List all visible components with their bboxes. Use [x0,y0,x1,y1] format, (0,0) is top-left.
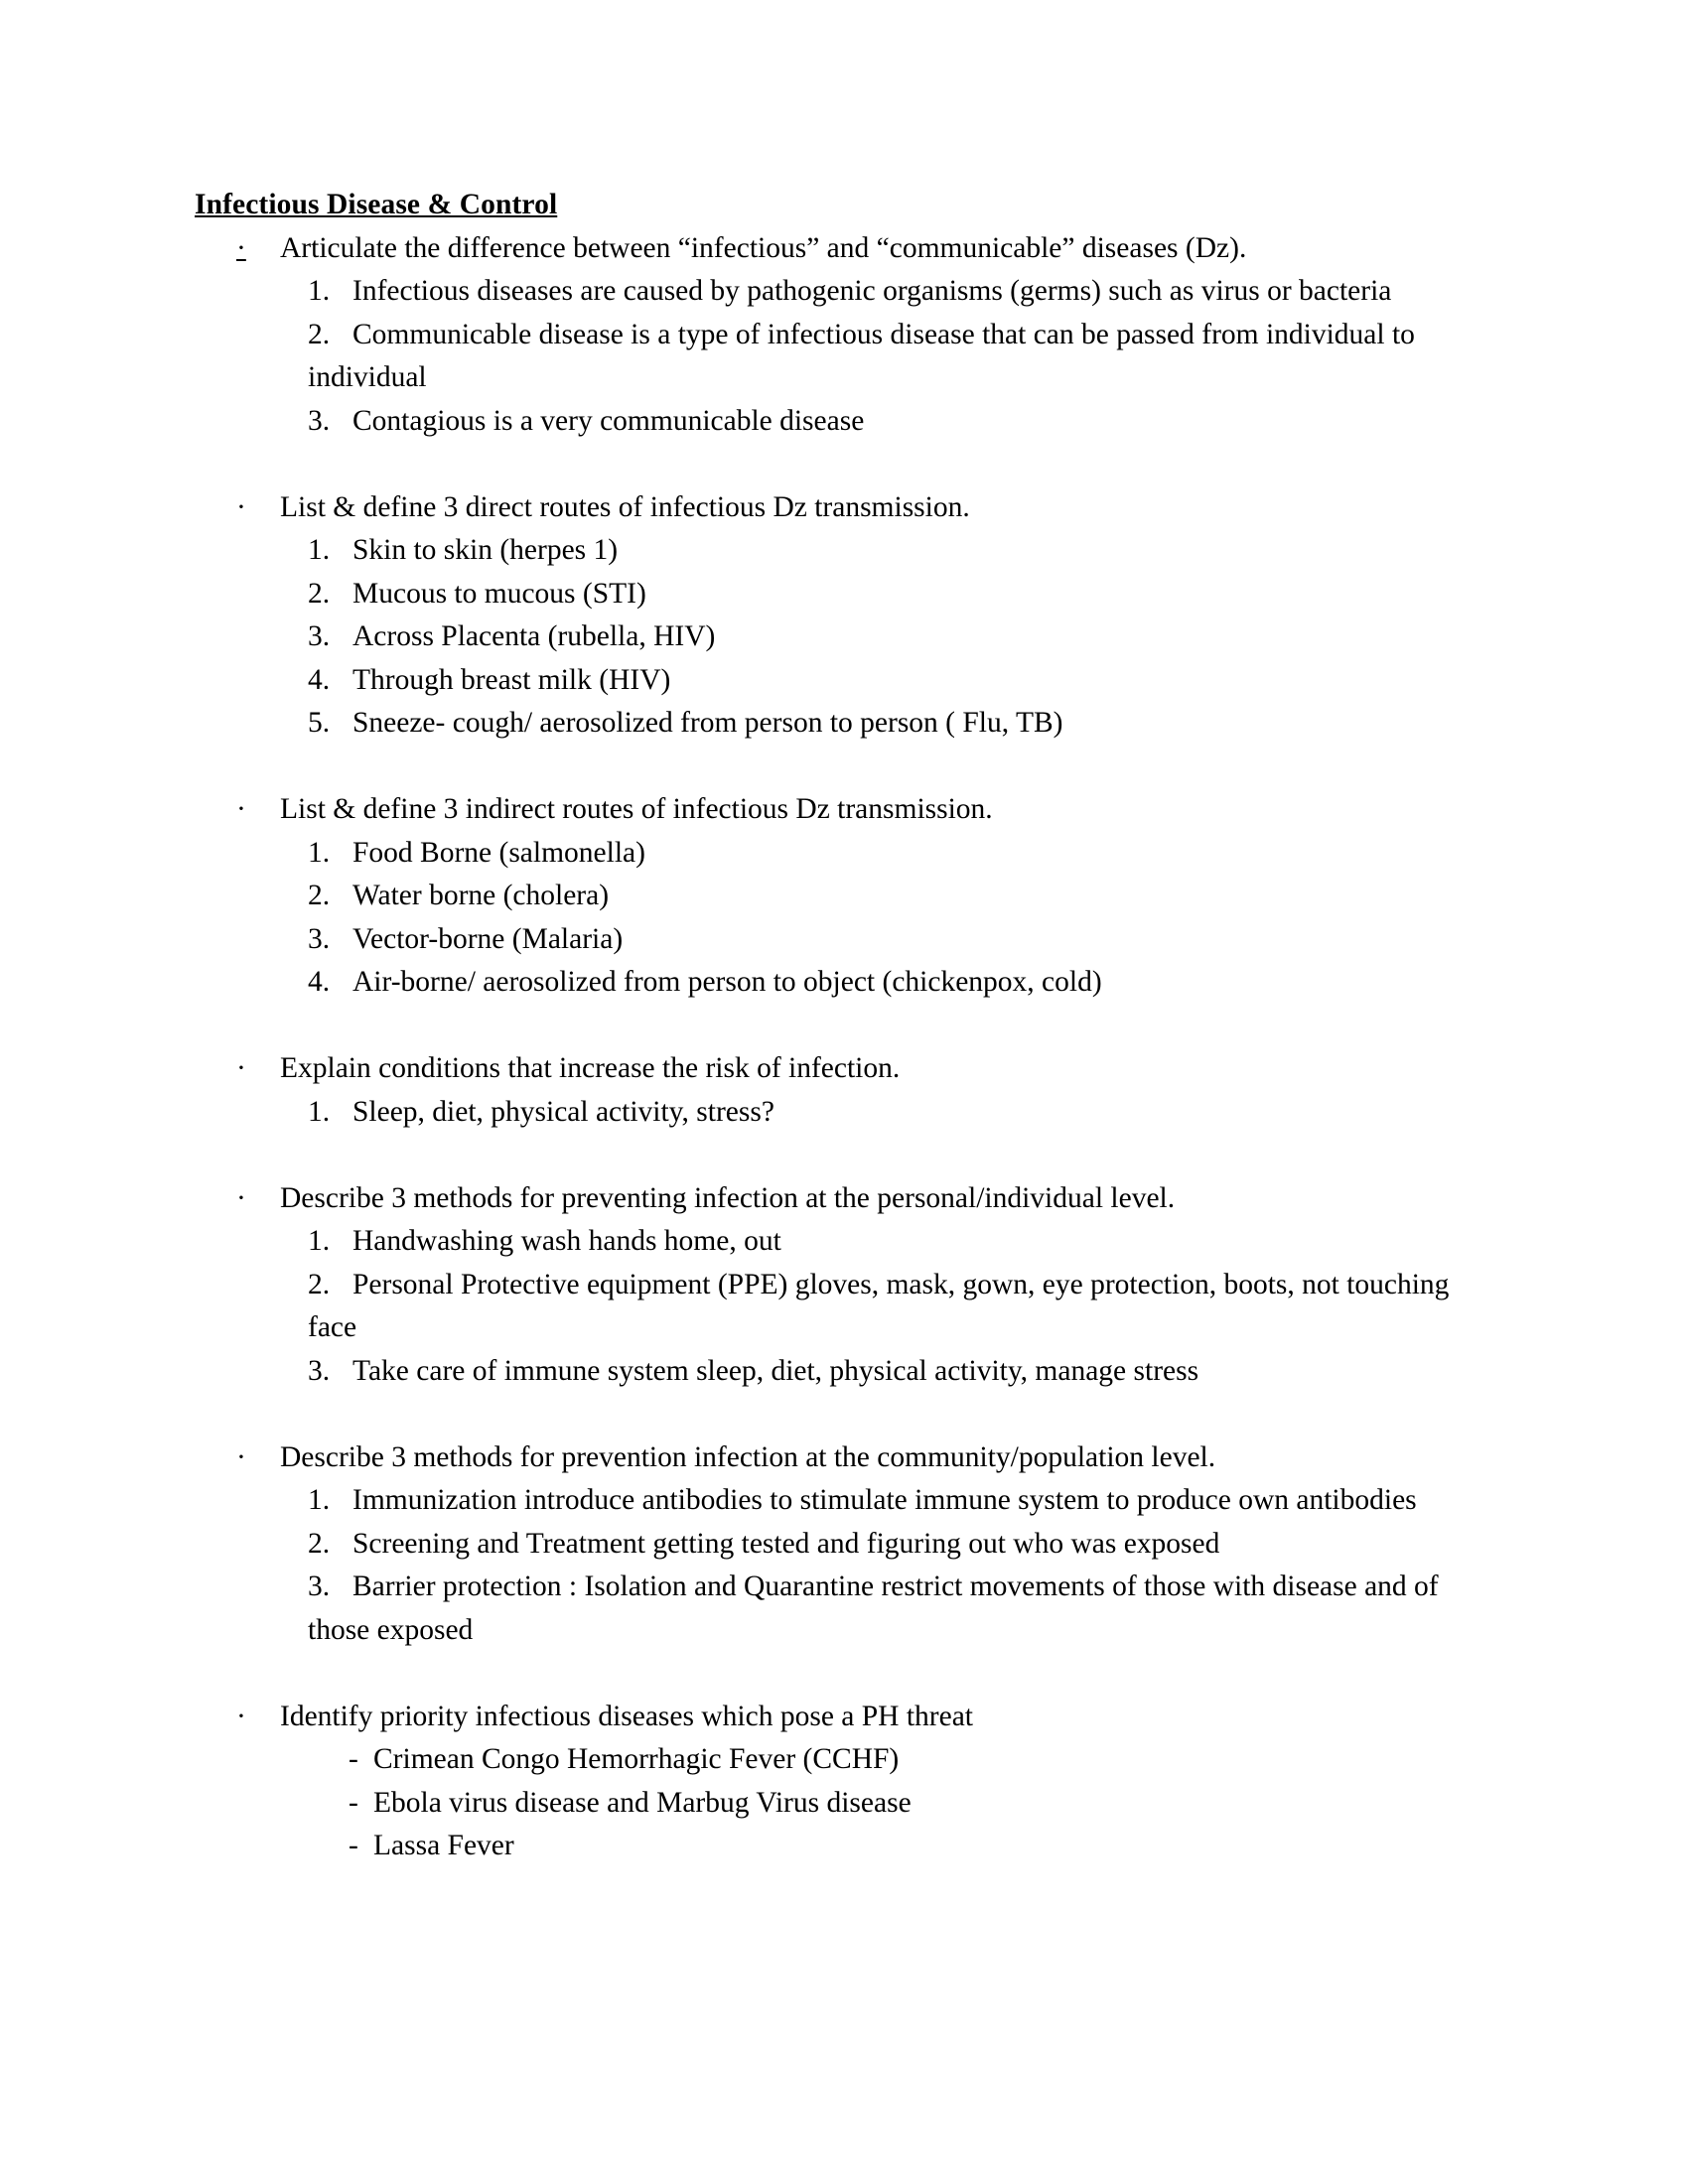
bullet-block [195,1177,1456,1394]
list-item-text: Immunization introduce antibodies to stimulate immune system to produce own antibodies [352,1484,1417,1516]
list-item [308,832,1456,876]
numbered-sublist [195,832,1456,1005]
bullet-heading-row [195,486,1456,530]
bullet-heading-text: Articulate the difference between “infectious” and “communicable” diseases (Dz). [280,231,1247,264]
bullet-block [195,227,1456,444]
bullet-heading-row [195,1696,1456,1739]
list-item [308,314,1456,400]
bullet-block [195,1436,1456,1653]
list-number-marker: 1. [308,1225,331,1257]
bullet-heading-row [195,1177,1456,1221]
list-item-text: Infectious diseases are caused by pathogenic organisms (germs) such as virus or bacteria [352,275,1392,307]
list-item [308,918,1456,962]
list-item [308,615,1456,659]
list-item-text: Sleep, diet, physical activity, stress? [352,1095,774,1128]
list-number-marker: 2. [308,577,331,610]
bullet-marker-icon: · [236,1440,246,1473]
bullet-block [195,1047,1456,1134]
list-number-marker: 3. [308,404,331,437]
list-item-text: Handwashing wash hands home, out [352,1225,781,1257]
list-item-text: Food Borne (salmonella) [352,836,645,869]
list-item-text: Personal Protective equipment (PPE) gloves, mask, gown, eye protection, boots, not touching face [308,1268,1450,1343]
list-item [308,961,1456,1005]
numbered-sublist [195,270,1456,443]
list-item [349,1782,1456,1826]
bullet-marker-icon: · [236,793,246,825]
list-item [308,573,1456,616]
list-number-marker: 1. [308,534,331,566]
list-item [349,1738,1456,1782]
list-number-marker: 3. [308,922,331,955]
bullet-heading-text: Identify priority infectious diseases which pose a PH threat [280,1700,973,1732]
list-number-marker: 2. [308,318,331,350]
bullet-marker-icon: · [236,1700,246,1732]
list-item-text: Barrier protection : Isolation and Quarantine restrict movements of those with disease and of those exposed [308,1570,1439,1646]
numbered-sublist [195,1220,1456,1393]
bullet-block [195,788,1456,1005]
bullet-heading-row [195,1047,1456,1091]
list-number-marker: 3. [308,620,331,652]
dash-sublist [195,1738,1456,1868]
list-item-text: Crimean Congo Hemorrhagic Fever (CCHF) [373,1743,900,1775]
list-number-marker: 4. [308,663,331,696]
dash-marker-icon: - [349,1786,358,1819]
bullet-heading-text: List & define 3 indirect routes of infectious Dz transmission. [280,793,993,825]
list-item [308,270,1456,314]
list-number-marker: 1. [308,1095,331,1128]
list-item [308,529,1456,573]
list-item-text: Communicable disease is a type of infectious disease that can be passed from individual to individual [308,318,1415,393]
list-number-marker: 5. [308,707,331,739]
bullet-heading-row [195,227,1456,271]
bullet-marker-icon: · [236,490,246,523]
list-number-marker: 1. [308,836,331,869]
list-number-marker: 3. [308,1354,331,1387]
list-item [308,1479,1456,1523]
list-item [308,659,1456,703]
bullet-marker-icon: · [236,1052,246,1084]
list-item [308,875,1456,918]
list-item-text: Screening and Treatment getting tested and figuring out who was exposed [352,1527,1220,1560]
list-item-text: Lassa Fever [373,1830,514,1861]
list-item-text: Sneeze- cough/ aerosolized from person to person ( Flu, TB) [352,707,1063,739]
list-item [308,1350,1456,1394]
list-item-text: Mucous to mucous (STI) [352,577,646,610]
list-number-marker: 2. [308,880,331,911]
dash-marker-icon: - [349,1830,358,1861]
page-title: Infectious Disease & Control [195,189,558,220]
list-item-text: Skin to skin (herpes 1) [352,534,619,566]
numbered-sublist [195,1091,1456,1135]
list-number-marker: 2. [308,1527,331,1560]
bullet-heading-text: Explain conditions that increase the risk of infection. [280,1052,901,1084]
list-item [308,1091,1456,1135]
list-item-text: Through breast milk (HIV) [352,663,671,696]
list-item [308,400,1456,444]
sections-container [195,227,1456,1868]
list-item [308,702,1456,746]
numbered-sublist [195,1479,1456,1652]
list-item-text: Vector-borne (Malaria) [352,922,624,955]
list-item-text: Contagious is a very communicable disease [352,404,865,437]
list-item [308,1566,1456,1652]
bullet-marker-icon: · [236,231,246,264]
bullet-block [195,486,1456,746]
list-number-marker: 3. [308,1570,331,1602]
list-item-text: Air-borne/ aerosolized from person to object (chickenpox, cold) [352,966,1102,998]
bullet-marker-icon: · [236,1181,246,1214]
bullet-heading-row [195,788,1456,832]
numbered-sublist [195,529,1456,746]
bullet-heading-row [195,1436,1456,1480]
list-item-text: Water borne (cholera) [352,880,610,911]
bullet-heading-text: Describe 3 methods for preventing infection at the personal/individual level. [280,1181,1176,1214]
list-item-text: Across Placenta (rubella, HIV) [352,620,716,652]
list-item [308,1220,1456,1264]
list-item [308,1523,1456,1567]
list-number-marker: 1. [308,1484,331,1516]
bullet-block [195,1696,1456,1868]
list-item-text: Ebola virus disease and Marbug Virus disease [373,1786,912,1819]
document-body [195,184,1456,1868]
list-item [308,1264,1456,1350]
dash-marker-icon: - [349,1743,358,1775]
list-item-text: Take care of immune system sleep, diet, physical activity, manage stress [352,1354,1199,1387]
list-item [349,1825,1456,1868]
list-number-marker: 4. [308,966,331,998]
list-number-marker: 1. [308,275,331,307]
bullet-heading-text: Describe 3 methods for prevention infection at the community/population level. [280,1440,1216,1473]
list-number-marker: 2. [308,1268,331,1300]
bullet-heading-text: List & define 3 direct routes of infectious Dz transmission. [280,490,970,523]
